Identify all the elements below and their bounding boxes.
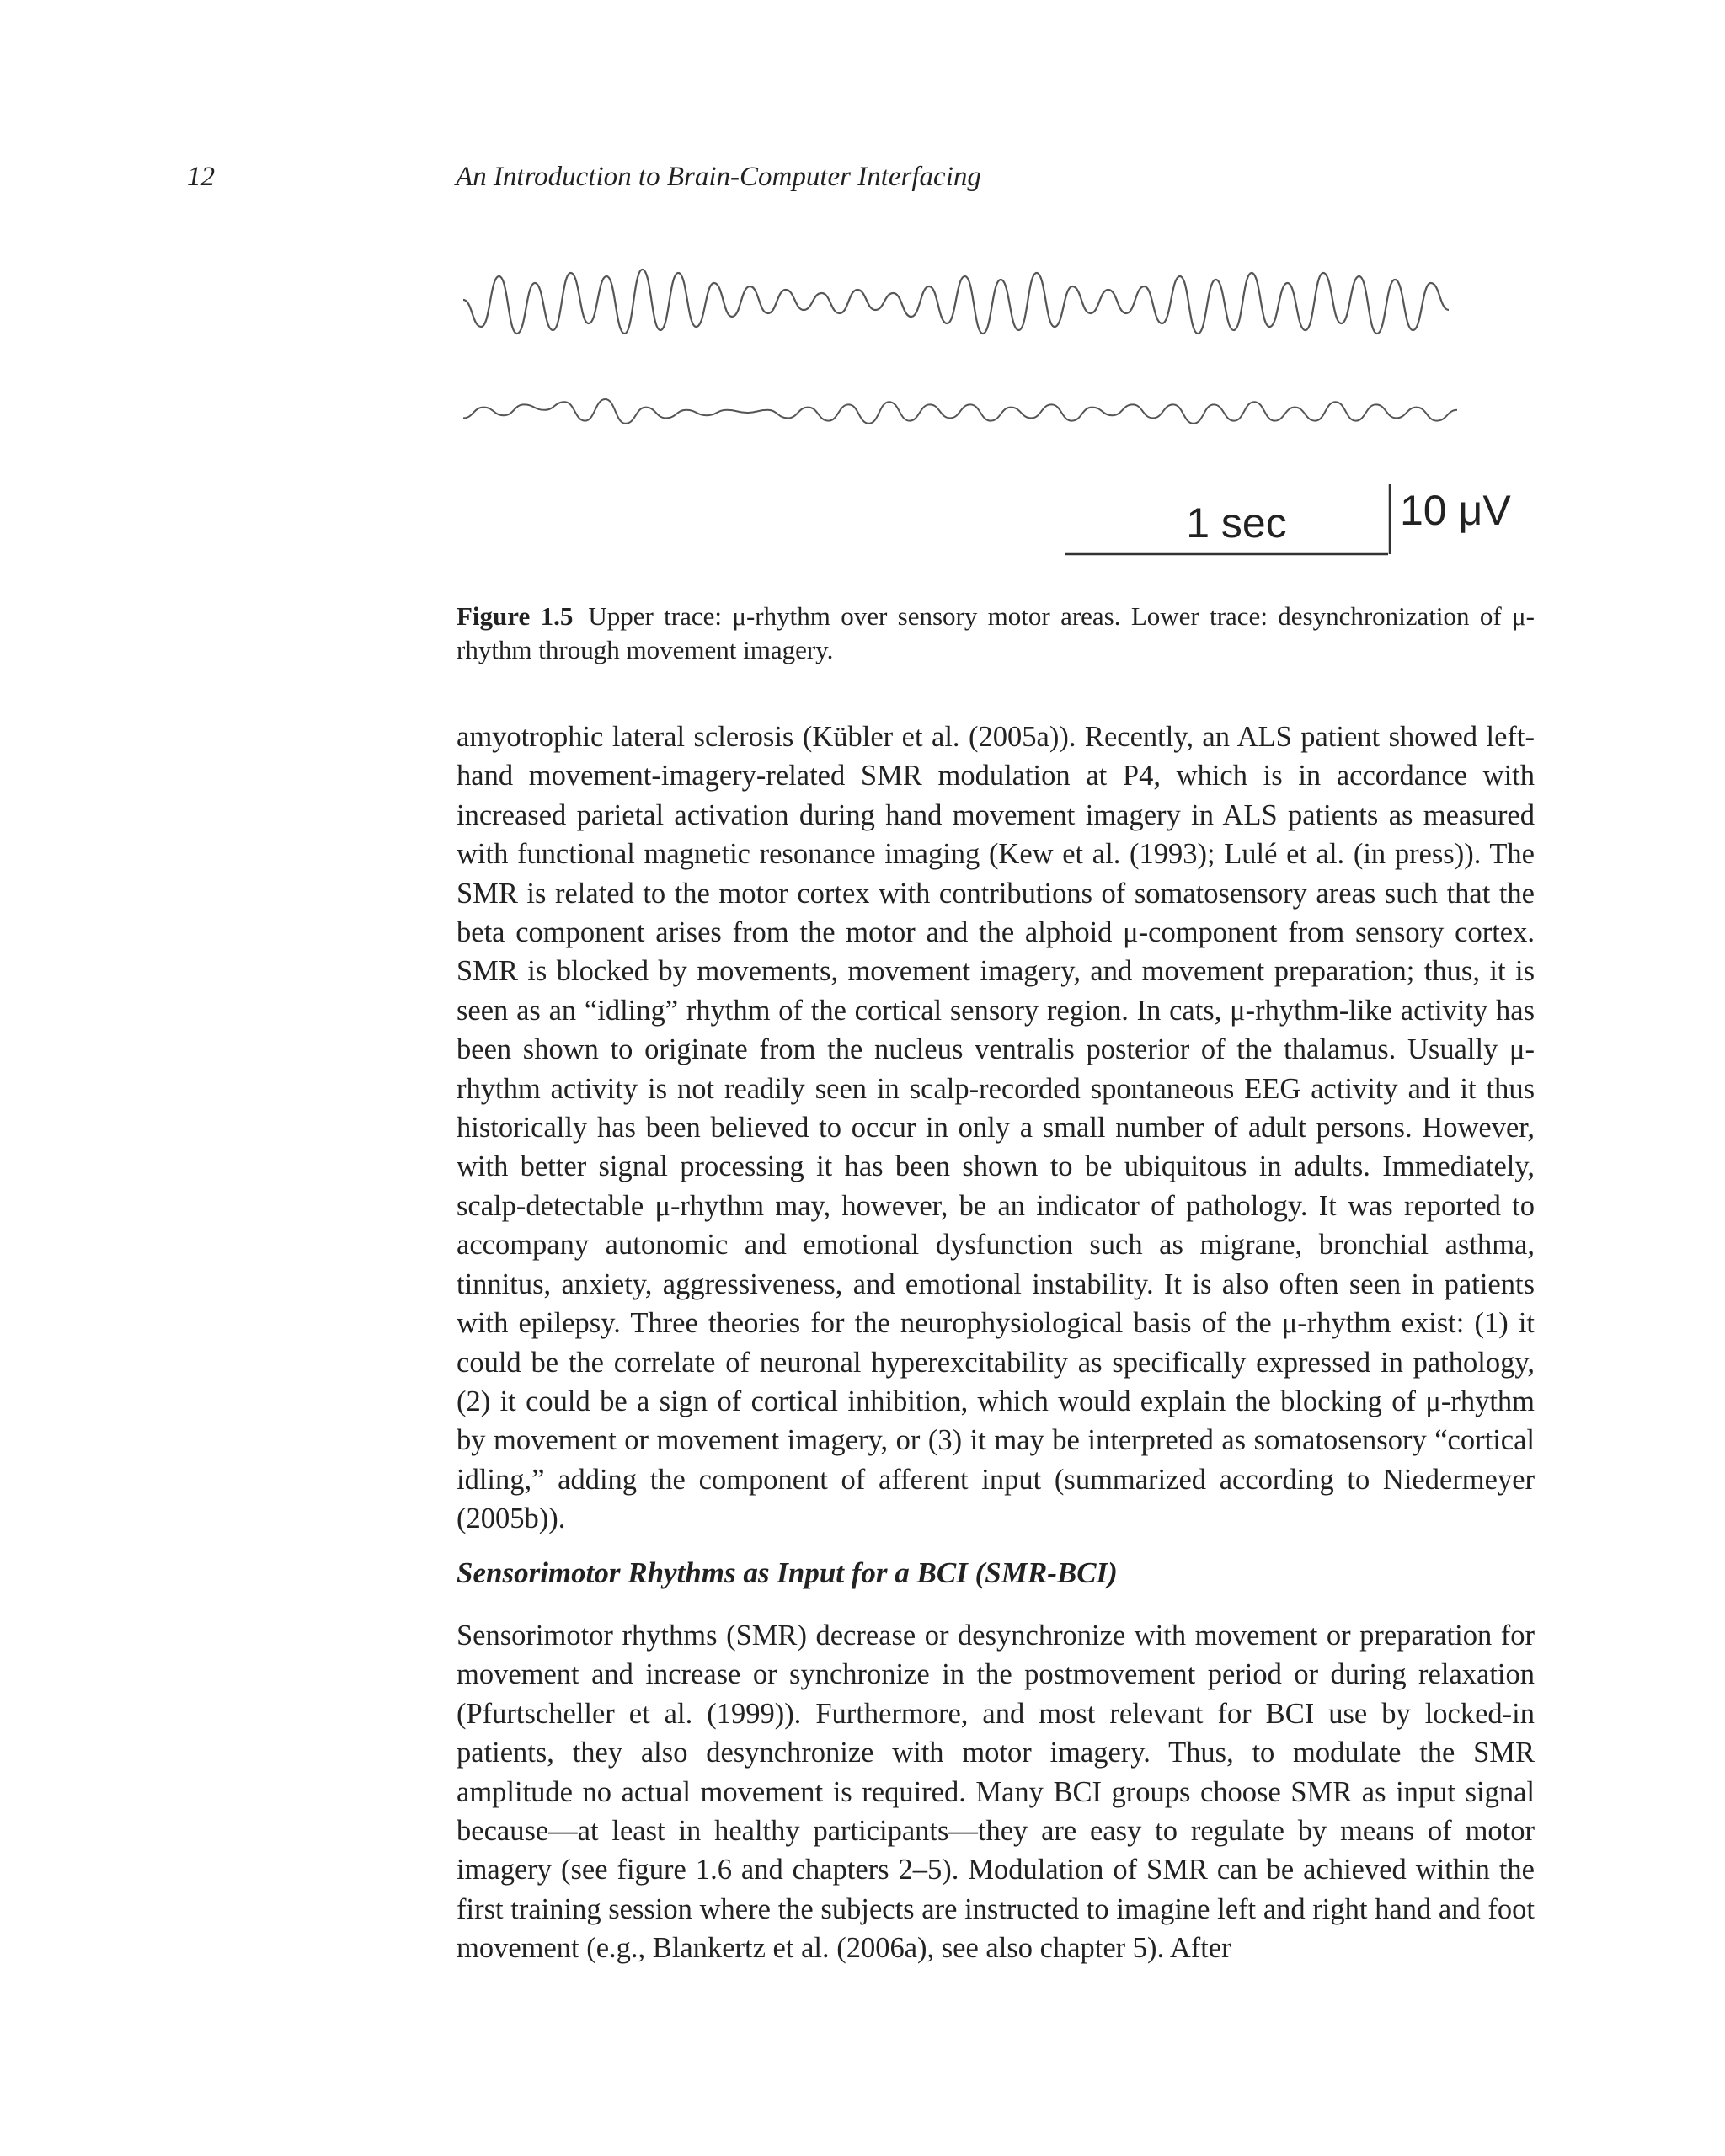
amplitude-scale-label: 10 μV — [1400, 487, 1511, 534]
lower-eeg-trace — [463, 399, 1457, 424]
page-number: 12 — [187, 162, 215, 192]
body-paragraph-2: Sensorimotor rhythms (SMR) decrease or desynchronize with movement or preparation for movement and increase or synchronize in the postmovement period or during relaxation (Pfurtscheller et al. (1999)). Furthermore, and most relevant for BCI use by locked-in patients, they also desynchronize with motor imagery. Thus, to modulate the SMR amplitude no actual movement is required. Many BCI groups choose SMR as input signal because—at least in healthy participants—they are easy to regulate by means of motor imagery (see figure 1.6 and chapters 2–5). Modulation of SMR can be achieved within the first training session where the subjects are instructed to imagine left and right hand and foot movement (e.g., Blankertz et al. (2006a), see also chapter 5). After — [457, 1620, 1535, 1965]
time-scale-label: 1 sec — [1186, 499, 1287, 547]
eeg-figure — [438, 244, 1550, 564]
upper-eeg-trace — [463, 270, 1449, 334]
caption-label: Figure 1.5 — [457, 601, 574, 631]
figure-caption — [457, 600, 1535, 667]
running-title: An Introduction to Brain-Computer Interfacing — [456, 162, 981, 192]
body-paragraph-1: amyotrophic lateral sclerosis (Kübler et al. (2005a)). Recently, an ALS patient showed left-hand movement-imagery-related SMR modulation at P4, which is in accordance with increased parietal activation during hand movement imagery in ALS patients as measured with functional magnetic resonance imaging (Kew et al. (1993); Lulé et al. (in press)). The SMR is related to the motor cortex with contributions of somatosensory areas such that the beta component arises from the motor and the alphoid μ-component from sensory cortex. SMR is blocked by movements, movement imagery, and movement preparation; thus, it is seen as an “idling” rhythm of the cortical sensory region. In cats, μ-rhythm-like activity has been shown to originate from the nucleus ventralis posterior of the thalamus. Usually μ-rhythm activity is not readily seen in scalp-recorded spontaneous EEG activity and it thus historically has been believed to occur in only a small number of adult persons. However, with better signal processing it has been shown to be ubiquitous in adults. Immediately, scalp-detectable μ-rhythm may, however, be an indicator of pathology. It was reported to accompany autonomic and emotional dysfunction such as migrane, bronchial asthma, tinnitus, anxiety, aggressiveness, and emotional instability. It is also often seen in patients with epilepsy. Three theories for the neurophysiological basis of the μ-rhythm exist: (1) it could be the correlate of neuronal hyperexcitability as specifically expressed in pathology, (2) it could be a sign of cortical inhibition, which would explain the blocking of μ-rhythm by movement or movement imagery, or (3) it may be interpreted as somatosensory “cortical idling,” adding the component of afferent input (summarized according to Niedermeyer (2005b)). — [457, 721, 1535, 1535]
section-heading: Sensorimotor Rhythms as Input for a BCI (SMR-BCI) — [457, 1556, 1118, 1589]
caption-text: Upper trace: μ-rhythm over sensory motor areas. Lower trace: desynchronization of μ-rhythm through movement imagery. — [457, 601, 1535, 664]
